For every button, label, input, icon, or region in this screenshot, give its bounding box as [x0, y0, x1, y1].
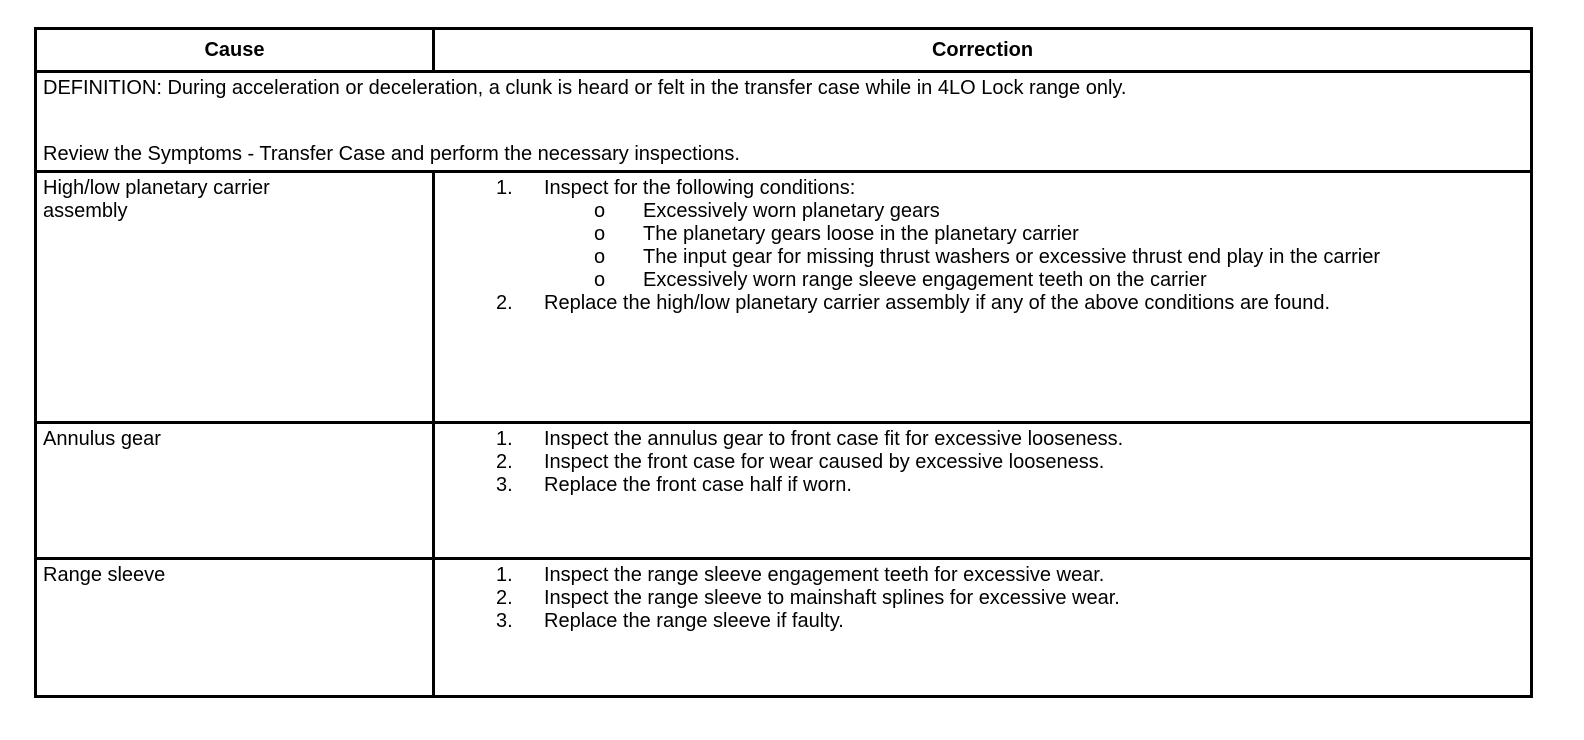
- step-text: Inspect the range sleeve to mainshaft splines for excessive wear.: [544, 587, 1120, 609]
- bullet-icon: o: [594, 223, 606, 245]
- condition-text: The planetary gears loose in the planetary carrier: [643, 223, 1079, 245]
- step-number: 1.: [496, 564, 513, 586]
- condition-item: [544, 223, 1524, 246]
- step-number: 2.: [496, 451, 513, 473]
- step-number: 1.: [496, 428, 513, 450]
- bullet-icon: o: [594, 246, 606, 268]
- correction-cell: [434, 423, 1532, 559]
- cause-text: Range sleeve: [43, 564, 166, 586]
- correction-cell: [434, 172, 1532, 423]
- step-text: Inspect for the following conditions:: [544, 177, 856, 199]
- step-text: Inspect the front case for wear caused by excessive looseness.: [544, 451, 1105, 473]
- step-text: Replace the front case half if worn.: [544, 474, 852, 496]
- condition-text: Excessively worn range sleeve engagement teeth on the carrier: [643, 269, 1207, 291]
- step-number: 1.: [496, 177, 513, 199]
- correction-steps: [441, 564, 1524, 633]
- condition-item: [544, 200, 1524, 223]
- correction-steps: [441, 177, 1524, 315]
- step-number: 3.: [496, 610, 513, 632]
- step-item: [441, 292, 1524, 315]
- diagnostic-table: [34, 27, 1533, 698]
- bullet-icon: o: [594, 269, 606, 291]
- condition-item: [544, 269, 1524, 292]
- definition-text: DEFINITION: During acceleration or deceleration, a clunk is heard or felt in the transfer case while in 4LO Lock range only.: [43, 77, 1127, 99]
- table-row: [36, 172, 1532, 423]
- step-item: [441, 587, 1524, 610]
- cause-cell: [36, 172, 434, 423]
- correction-cell: [434, 559, 1532, 697]
- cause-text: Annulus gear: [43, 428, 161, 450]
- step-number: 3.: [496, 474, 513, 496]
- table-row: [36, 423, 1532, 559]
- condition-list: [544, 200, 1524, 292]
- step-number: 2.: [496, 292, 513, 314]
- correction-steps: [441, 428, 1524, 497]
- step-number: 2.: [496, 587, 513, 609]
- step-text: Inspect the range sleeve engagement teeth for excessive wear.: [544, 564, 1105, 586]
- cause-header: Cause: [36, 29, 434, 72]
- step-item: [441, 610, 1524, 633]
- cause-cell: [36, 423, 434, 559]
- cause-text: High/low planetary carrier assembly: [43, 177, 270, 222]
- definition-row: [36, 72, 1532, 172]
- step-item: [441, 451, 1524, 474]
- correction-header: Correction: [434, 29, 1532, 72]
- condition-text: Excessively worn planetary gears: [643, 200, 940, 222]
- table-row: [36, 559, 1532, 697]
- step-item: [441, 474, 1524, 497]
- step-item: [441, 177, 1524, 292]
- step-text: Replace the range sleeve if faulty.: [544, 610, 844, 632]
- condition-text: The input gear for missing thrust washers or excessive thrust end play in the carrier: [643, 246, 1380, 268]
- step-item: [441, 564, 1524, 587]
- step-item: [441, 428, 1524, 451]
- step-text: Replace the high/low planetary carrier assembly if any of the above conditions are found.: [544, 292, 1331, 314]
- bullet-icon: o: [594, 200, 606, 222]
- definition-cell: [36, 72, 1532, 172]
- condition-item: [544, 246, 1524, 269]
- cause-cell: [36, 559, 434, 697]
- review-symptoms-text: Review the Symptoms - Transfer Case and perform the necessary inspections.: [43, 143, 740, 165]
- header-row: [36, 29, 1532, 72]
- step-text: Inspect the annulus gear to front case fit for excessive looseness.: [544, 428, 1124, 450]
